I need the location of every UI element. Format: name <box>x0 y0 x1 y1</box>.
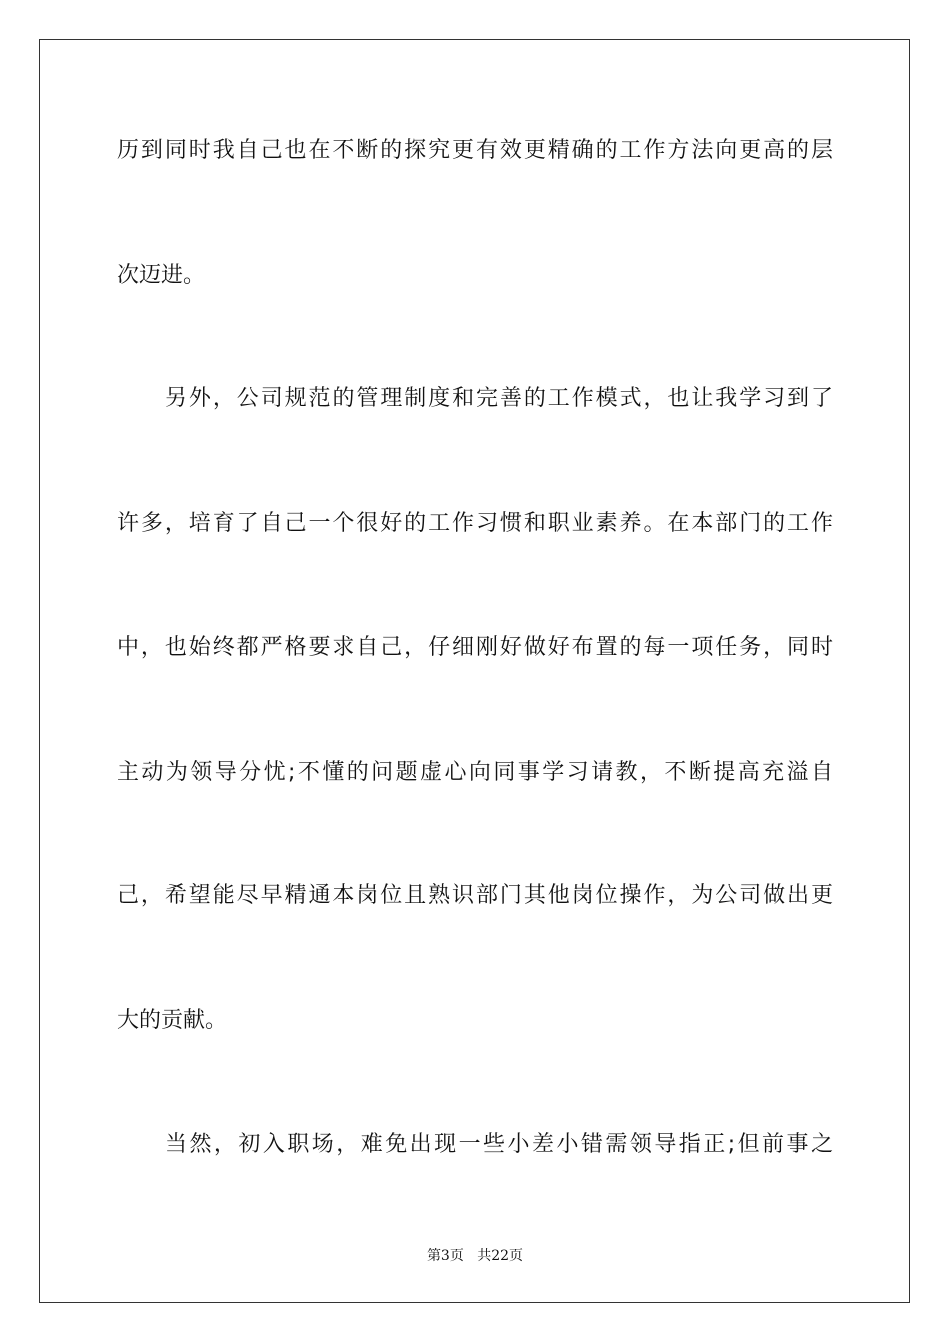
page-footer <box>0 1246 950 1266</box>
paragraph-line: 许多，培育了自己一个很好的工作习惯和职业素养。在本部门的工作 <box>117 511 833 536</box>
page-number: 第3页 <box>426 1248 464 1264</box>
paragraph-line: 主动为领导分忧;不懂的问题虚心向同事学习请教，不断提高充溢自 <box>117 760 833 785</box>
paragraph-line: 中，也始终都严格要求自己，仔细刚好做好布置的每一项任务，同时 <box>117 635 833 660</box>
paragraph-line: 当然，初入职场，难免出现一些小差小错需领导指正;但前事之 <box>165 1132 833 1157</box>
paragraph-line: 历到同时我自己也在不断的探究更有效更精确的工作方法向更高的层 <box>117 138 833 163</box>
paragraph-line: 己，希望能尽早精通本岗位且熟识部门其他岗位操作，为公司做出更 <box>117 883 833 908</box>
page-border <box>39 39 910 1303</box>
paragraph-line: 次迈进。 <box>117 263 206 288</box>
paragraph-line: 另外，公司规范的管理制度和完善的工作模式，也让我学习到了 <box>165 386 833 411</box>
page-total: 共22页 <box>477 1248 524 1264</box>
paragraph-line: 大的贡献。 <box>117 1008 228 1033</box>
